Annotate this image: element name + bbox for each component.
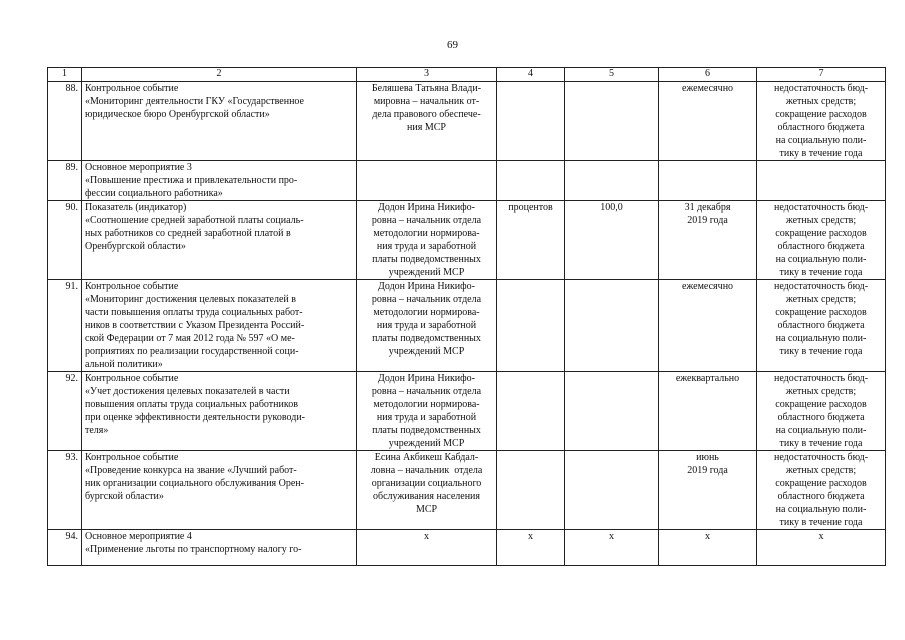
cell-text-line: 31 декабря	[684, 202, 731, 213]
cell-text-line: областного бюджета	[777, 320, 865, 331]
cell-text-line: сокращение расходов	[775, 307, 867, 318]
table-row	[48, 451, 886, 530]
table-header-row	[48, 68, 886, 82]
cell-text-line: ской Федерации от 7 мая 2012 года № 597 «О ме-	[85, 333, 295, 344]
cell-text-line: ровна – начальник отдела	[371, 386, 482, 397]
responsible-person-cell	[357, 201, 497, 280]
column-header: 7	[757, 68, 886, 82]
table-row	[48, 161, 886, 201]
target-value-cell	[565, 372, 659, 451]
cell-text-line: на социальную поли-	[775, 504, 867, 515]
cell-text-line: тику в течение года	[779, 267, 863, 278]
activity-name-cell	[82, 372, 357, 451]
cell-text-line: учреждений МСР	[388, 267, 465, 278]
cell-text-line: бургской области»	[85, 491, 164, 502]
row-number-cell: 92.	[48, 372, 82, 451]
activity-name-cell	[82, 201, 357, 280]
cell-text-line: областного бюджета	[777, 491, 865, 502]
cell-text-line: платы подведомственных	[372, 254, 481, 265]
risks-cell	[757, 530, 886, 566]
cell-text-line: Додон Ирина Никифо-	[378, 202, 475, 213]
cell-text-line: учреждений МСР	[388, 346, 465, 357]
cell-text-line: сокращение расходов	[775, 228, 867, 239]
row-number-cell: 93.	[48, 451, 82, 530]
deadline-cell	[659, 280, 757, 372]
cell-text-line: на социальную поли-	[775, 254, 867, 265]
risks-cell	[757, 201, 886, 280]
cell-text-line: ловна – начальник отдела	[370, 465, 483, 476]
cell-text-line: методологии нормирова-	[373, 399, 480, 410]
cell-text-line: Беляшева Татьяна Влади-	[371, 83, 482, 94]
cell-text-line: областного бюджета	[777, 412, 865, 423]
cell-text-line: недостаточность бюд-	[773, 452, 869, 463]
cell-text-line: жетных средств;	[785, 96, 857, 107]
unit-cell: x	[497, 530, 565, 566]
cell-text-line: недостаточность бюд-	[773, 373, 869, 384]
cell-text-line: ежемесячно	[681, 83, 734, 94]
cell-text-line: ежемесячно	[681, 281, 734, 292]
cell-text-line: на социальную поли-	[775, 333, 867, 344]
cell-text-line: Додон Ирина Никифо-	[378, 373, 475, 384]
cell-text-line: «Проведение конкурса на звание «Лучший работ-	[85, 465, 297, 476]
cell-text-line: теля»	[85, 425, 109, 436]
risks-cell	[757, 280, 886, 372]
target-value-cell: x	[565, 530, 659, 566]
cell-text-line: учреждений МСР	[388, 438, 465, 449]
target-value-cell	[565, 280, 659, 372]
cell-text-line: роприятиях по реализации государственной соци-	[85, 346, 299, 357]
table-row	[48, 372, 886, 451]
deadline-cell	[659, 82, 757, 161]
cell-text-line: жетных средств;	[785, 215, 857, 226]
responsible-person-cell	[357, 530, 497, 566]
cell-text-line: Есина Акбикеш Кабдал-	[374, 452, 479, 463]
cell-text-line: платы подведомственных	[372, 425, 481, 436]
cell-text-line: юридическое бюро Оренбургской области»	[85, 109, 270, 120]
table-row	[48, 530, 886, 566]
deadline-cell	[659, 161, 757, 201]
cell-text-line: Показатель (индикатор)	[85, 202, 187, 213]
cell-text-line: «Мониторинг деятельности ГКУ «Государственное	[85, 96, 304, 107]
table-row	[48, 82, 886, 161]
cell-text-line: x	[705, 531, 710, 542]
cell-text-line: дела правового обеспече-	[372, 109, 481, 120]
column-header: 3	[357, 68, 497, 82]
cell-text-line: повышения оплаты труда социальных работников	[85, 399, 298, 410]
deadline-cell	[659, 451, 757, 530]
unit-cell	[497, 451, 565, 530]
responsible-person-cell	[357, 372, 497, 451]
cell-text-line: при оценке эффективности деятельности руководи-	[85, 412, 305, 423]
cell-text-line: жетных средств;	[785, 465, 857, 476]
cell-text-line: областного бюджета	[777, 241, 865, 252]
cell-text-line: ных работников со средней заработной платой в	[85, 228, 291, 239]
unit-cell: процентов	[497, 201, 565, 280]
cell-text-line: мировна – начальник от-	[373, 96, 480, 107]
target-value-cell	[565, 161, 659, 201]
cell-text-line: x	[818, 531, 824, 542]
target-value-cell: 100,0	[565, 201, 659, 280]
cell-text-line: ния МСР	[407, 122, 446, 133]
cell-text-line: тику в течение года	[779, 517, 863, 528]
cell-text-line: «Применение льготы по транспортному налогу го-	[85, 544, 302, 555]
cell-text-line: Основное мероприятие 4	[85, 531, 192, 542]
column-header: 5	[565, 68, 659, 82]
cell-text-line: тику в течение года	[779, 438, 863, 449]
cell-text-line: сокращение расходов	[775, 478, 867, 489]
cell-text-line: Контрольное событие	[85, 83, 179, 94]
table-row	[48, 280, 886, 372]
row-number-cell: 89.	[48, 161, 82, 201]
cell-text-line: «Мониторинг достижения целевых показателей в	[85, 294, 297, 305]
risks-cell	[757, 372, 886, 451]
page-number: 69	[447, 39, 458, 51]
responsible-person-cell	[357, 451, 497, 530]
risks-cell	[757, 161, 886, 201]
cell-text-line: сокращение расходов	[775, 399, 867, 410]
table-row	[48, 201, 886, 280]
risks-cell	[757, 82, 886, 161]
row-number-cell: 94.	[48, 530, 82, 566]
row-number-cell: 91.	[48, 280, 82, 372]
cell-text-line: на социальную поли-	[775, 425, 867, 436]
deadline-cell	[659, 372, 757, 451]
column-header: 2	[82, 68, 357, 82]
cell-text-line: недостаточность бюд-	[773, 202, 869, 213]
cell-text-line: «Учет достижения целевых показателей в части	[85, 386, 290, 397]
cell-text-line: платы подведомственных	[372, 333, 481, 344]
cell-text-line: 2019 года	[687, 465, 728, 476]
table-body	[48, 82, 886, 566]
plan-table	[47, 67, 886, 566]
cell-text-line: методологии нормирова-	[373, 228, 480, 239]
cell-text-line: июнь	[696, 452, 719, 463]
cell-text-line: ровна – начальник отдела	[371, 294, 482, 305]
unit-cell	[497, 280, 565, 372]
activity-name-cell	[82, 161, 357, 201]
responsible-person-cell	[357, 82, 497, 161]
activity-name-cell	[82, 82, 357, 161]
row-number-cell: 88.	[48, 82, 82, 161]
cell-text-line: ния труда и заработной	[376, 320, 477, 331]
cell-text-line: фессии социального работника»	[85, 188, 223, 199]
cell-text-line: «Повышение престижа и привлекательности про-	[85, 175, 298, 186]
cell-text-line: 2019 года	[687, 215, 728, 226]
cell-text-line: жетных средств;	[785, 386, 857, 397]
cell-text-line: «Соотношение средней заработной платы социаль-	[85, 215, 304, 226]
cell-text-line: ежеквартально	[675, 373, 740, 384]
cell-text-line: жетных средств;	[785, 294, 857, 305]
cell-text-line: организации социального	[371, 478, 482, 489]
cell-text-line: Додон Ирина Никифо-	[378, 281, 475, 292]
cell-text-line: тику в течение года	[779, 148, 863, 159]
column-header: 6	[659, 68, 757, 82]
deadline-cell	[659, 530, 757, 566]
row-number-cell: 90.	[48, 201, 82, 280]
cell-text-line: на социальную поли-	[775, 135, 867, 146]
cell-text-line: ния труда и заработной	[376, 412, 477, 423]
cell-text-line: недостаточность бюд-	[773, 281, 869, 292]
cell-text-line: обслуживания населения	[373, 491, 480, 502]
cell-text-line: Контрольное событие	[85, 373, 179, 384]
cell-text-line: ния труда и заработной	[376, 241, 477, 252]
responsible-person-cell	[357, 280, 497, 372]
column-header: 4	[497, 68, 565, 82]
unit-cell	[497, 372, 565, 451]
cell-text-line: x	[424, 531, 429, 542]
cell-text-line: МСР	[415, 504, 438, 515]
cell-text-line: ровна – начальник отдела	[371, 215, 482, 226]
risks-cell	[757, 451, 886, 530]
activity-name-cell	[82, 451, 357, 530]
target-value-cell	[565, 451, 659, 530]
cell-text-line: Контрольное событие	[85, 281, 179, 292]
cell-text-line: сокращение расходов	[775, 109, 867, 120]
target-value-cell	[565, 82, 659, 161]
cell-text-line: ник организации социального обслуживания Орен-	[85, 478, 304, 489]
cell-text-line: тику в течение года	[779, 346, 863, 357]
activity-name-cell	[82, 530, 357, 566]
cell-text-line: областного бюджета	[777, 122, 865, 133]
unit-cell	[497, 82, 565, 161]
cell-text-line: Контрольное событие	[85, 452, 179, 463]
activity-name-cell	[82, 280, 357, 372]
unit-cell	[497, 161, 565, 201]
cell-text-line: части повышения оплаты труда социальных работ-	[85, 307, 303, 318]
cell-text-line: ников в соответствии с Указом Президента Россий-	[85, 320, 305, 331]
column-header: 1	[48, 68, 82, 82]
responsible-person-cell	[357, 161, 497, 201]
cell-text-line: методологии нормирова-	[373, 307, 480, 318]
cell-text-line: альной политики»	[85, 359, 163, 370]
deadline-cell	[659, 201, 757, 280]
cell-text-line: Основное мероприятие 3	[85, 162, 192, 173]
cell-text-line: недостаточность бюд-	[773, 83, 869, 94]
cell-text-line: Оренбургской области»	[85, 241, 186, 252]
